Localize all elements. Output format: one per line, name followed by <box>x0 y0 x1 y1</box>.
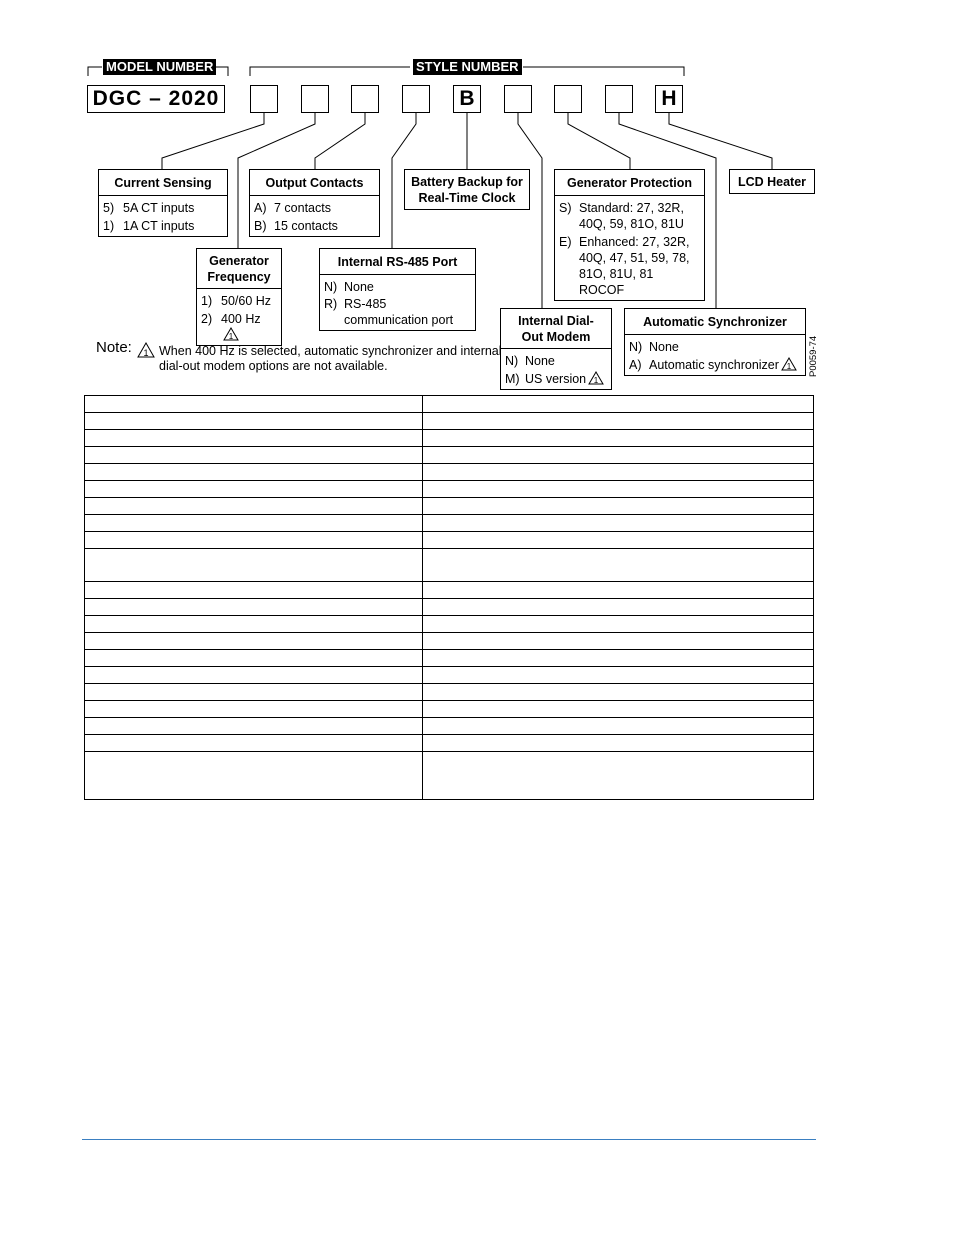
option-row: S) Standard: 27, 32R, 40Q, 59, 81O, 81U <box>559 201 684 231</box>
table-row <box>85 718 814 735</box>
table-row <box>85 701 814 718</box>
option-row: N) None <box>324 280 374 294</box>
style-digit-2 <box>301 85 329 113</box>
caution-icon <box>781 357 797 371</box>
current-sensing-title: Current Sensing <box>99 170 227 196</box>
table-cell-right <box>423 667 814 684</box>
note-label: Note: <box>96 339 132 356</box>
option-row: 1) 50/60 Hz <box>201 294 272 308</box>
table-row <box>85 582 814 599</box>
table-row <box>85 413 814 430</box>
table-row <box>85 481 814 498</box>
table-cell-right <box>423 684 814 701</box>
table-cell-right <box>423 532 814 549</box>
option-row: A) Automatic synchronizer 1 <box>625 357 805 373</box>
style-digit-1 <box>250 85 278 113</box>
option-row: 5) 5A CT inputs <box>103 201 195 215</box>
table-cell-left <box>85 549 423 582</box>
table-row <box>85 498 814 515</box>
lcd-heater-title: LCD Heater <box>737 175 807 189</box>
table-cell-right <box>423 413 814 430</box>
automatic-synchronizer-title: Automatic Synchronizer <box>625 309 805 335</box>
table-cell-right <box>423 752 814 800</box>
style-digit-7 <box>554 85 582 113</box>
table-cell-left <box>85 650 423 667</box>
table-cell-right <box>423 549 814 582</box>
table-row <box>85 447 814 464</box>
table-row <box>85 599 814 616</box>
output-contacts-box <box>249 169 380 237</box>
table-cell-right <box>423 515 814 532</box>
rs485-port-box <box>319 248 476 331</box>
option-row: N) None <box>629 340 679 354</box>
svg-text:1: 1 <box>228 332 234 341</box>
table-row <box>85 464 814 481</box>
table-cell-right <box>423 430 814 447</box>
table-cell-right <box>423 498 814 515</box>
table-row <box>85 396 814 413</box>
drawing-code: P0059-74 <box>808 335 819 377</box>
table-cell-right <box>423 701 814 718</box>
table-cell-right <box>423 481 814 498</box>
table-cell-right <box>423 650 814 667</box>
table-cell-left <box>85 667 423 684</box>
table-row <box>85 684 814 701</box>
rs485-port-title: Internal RS-485 Port <box>320 249 475 275</box>
table-cell-right <box>423 633 814 650</box>
table-row <box>85 735 814 752</box>
automatic-synchronizer-box <box>624 308 806 376</box>
battery-backup-title: Battery Backup for Real-Time Clock <box>411 175 523 205</box>
table-cell-right <box>423 718 814 735</box>
table-cell-left <box>85 532 423 549</box>
table-cell-left <box>85 599 423 616</box>
table-cell-right <box>423 582 814 599</box>
table-row <box>85 532 814 549</box>
option-row: B) 15 contacts <box>254 219 338 233</box>
table-cell-left <box>85 464 423 481</box>
table-row <box>85 633 814 650</box>
table-row <box>85 752 814 800</box>
option-row: N) None <box>505 354 555 368</box>
model-number-label: MODEL NUMBER <box>103 59 216 75</box>
svg-text:1: 1 <box>143 348 149 358</box>
output-contacts-title: Output Contacts <box>250 170 379 196</box>
generator-protection-box <box>554 169 705 301</box>
battery-backup-box <box>404 169 530 210</box>
table-cell-right <box>423 447 814 464</box>
table-cell-right <box>423 599 814 616</box>
table-row <box>85 430 814 447</box>
table-cell-right <box>423 396 814 413</box>
option-row: 2) 400 Hz 1 <box>201 312 261 341</box>
option-row: 1) 1A CT inputs <box>103 219 195 233</box>
option-row: A) 7 contacts <box>254 201 331 215</box>
caution-icon <box>223 327 239 341</box>
table-cell-left <box>85 481 423 498</box>
style-digit-9: H <box>655 85 683 113</box>
current-sensing-box <box>98 169 228 237</box>
dial-out-modem-title: Internal Dial-Out Modem <box>501 309 611 349</box>
table-cell-left <box>85 430 423 447</box>
style-digit-6 <box>504 85 532 113</box>
table-cell-left <box>85 413 423 430</box>
generator-protection-title: Generator Protection <box>555 170 704 196</box>
table-cell-left <box>85 447 423 464</box>
note-text: When 400 Hz is selected, automatic synchronizer and internal dial-out modem options are not available. <box>159 344 502 373</box>
data-table <box>84 395 814 800</box>
table-row <box>85 650 814 667</box>
generator-frequency-title: Generator Frequency <box>197 249 281 289</box>
table-cell-left <box>85 582 423 599</box>
lcd-heater-box <box>729 169 815 194</box>
caution-icon <box>137 342 155 358</box>
table-cell-left <box>85 515 423 532</box>
generator-frequency-box <box>196 248 282 346</box>
table-row <box>85 549 814 582</box>
table-cell-left <box>85 633 423 650</box>
style-digit-5: B <box>453 85 481 113</box>
table-cell-left <box>85 752 423 800</box>
caution-icon <box>588 371 604 385</box>
model-number-value: DGC – 2020 <box>87 85 225 113</box>
svg-text:1: 1 <box>786 362 792 371</box>
table-cell-right <box>423 616 814 633</box>
table-row <box>85 616 814 633</box>
option-row: M) US version 1 <box>501 371 611 387</box>
style-digit-4 <box>402 85 430 113</box>
table-row <box>85 667 814 684</box>
table-cell-left <box>85 718 423 735</box>
table-cell-right <box>423 464 814 481</box>
table-cell-left <box>85 701 423 718</box>
footer-rule <box>82 1139 816 1140</box>
table-cell-left <box>85 684 423 701</box>
table-cell-left <box>85 616 423 633</box>
style-number-label: STYLE NUMBER <box>413 59 522 75</box>
table-row <box>85 515 814 532</box>
table-cell-left <box>85 498 423 515</box>
svg-text:1: 1 <box>593 376 599 385</box>
option-row: E) Enhanced: 27, 32R, 40Q, 47, 51, 59, 78, 81O, 81U, 81 ROCOF <box>559 235 690 297</box>
style-digit-3 <box>351 85 379 113</box>
table-cell-left <box>85 396 423 413</box>
style-digit-8 <box>605 85 633 113</box>
option-row: R) RS-485 communication port <box>324 297 454 327</box>
table-cell-left <box>85 735 423 752</box>
table-cell-right <box>423 735 814 752</box>
